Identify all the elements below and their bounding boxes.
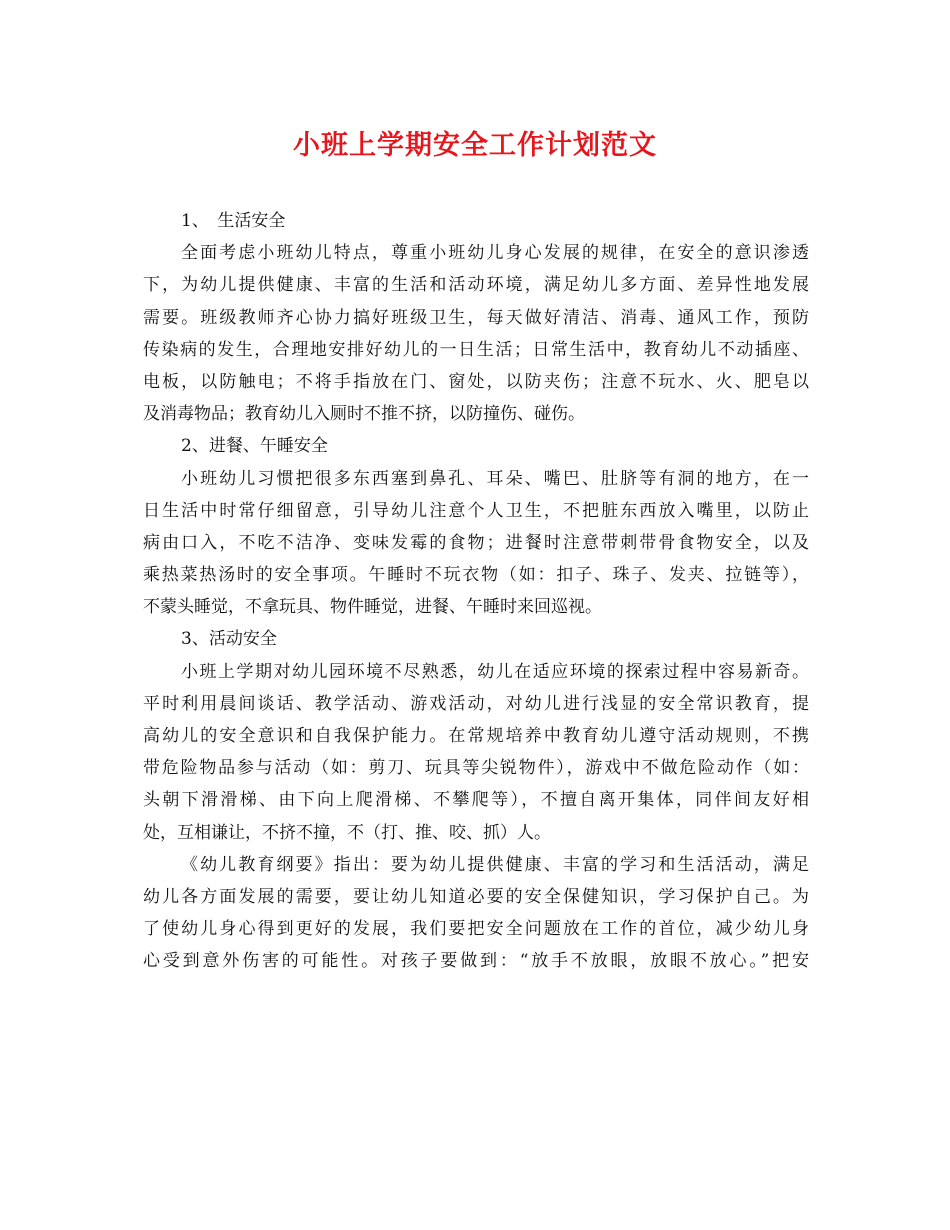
paragraph-line: 小班上学期对幼儿园环境不尽熟悉，幼儿在适应环境的探索过程中容易新奇。 <box>181 661 809 682</box>
paragraph-line: 了使幼儿身心得到更好的发展，我们要把安全问题放在工作的首位，减少幼儿身 <box>143 919 809 940</box>
paragraph-line: 及消毒物品；教育幼儿入厕时不推不挤，以防撞伤、碰伤。 <box>143 404 585 425</box>
paragraph-line: 头朝下滑滑梯、由下向上爬滑梯、不攀爬等），不擅自离开集体，同伴间友好相 <box>143 790 809 811</box>
document-title: 小班上学期安全工作计划范文 <box>293 130 657 161</box>
paragraph-line: 乘热菜热汤时的安全事项。午睡时不玩衣物（如：扣子、珠子、发夹、拉链等）， <box>143 565 809 586</box>
paragraph-line: 日生活中时常仔细留意，引导幼儿注意个人卫生，不把脏东西放入嘴里，以防止 <box>143 500 809 521</box>
paragraph-line: 幼儿各方面发展的需要，要让幼儿知道必要的安全保健知识，学习保护自己。为 <box>143 886 809 907</box>
section-heading: 1、 生活安全 <box>181 211 286 231</box>
section-heading: 2、进餐、午睡安全 <box>181 436 328 457</box>
paragraph-line: 小班幼儿习惯把很多东西塞到鼻孔、耳朵、嘴巴、肚脐等有洞的地方，在一 <box>181 468 809 489</box>
paragraph-line: 下，为幼儿提供健康、丰富的生活和活动环境，满足幼儿多方面、差异性地发展 <box>143 275 809 296</box>
paragraph-line: 全面考虑小班幼儿特点，尊重小班幼儿身心发展的规律，在安全的意识渗透 <box>181 243 809 264</box>
paragraph-line: 平时利用晨间谈话、教学活动、游戏活动，对幼儿进行浅显的安全常识教育，提 <box>143 693 809 714</box>
paragraph-line: 传染病的发生，合理地安排好幼儿的一日生活；日常生活中，教育幼儿不动插座、 <box>143 339 809 360</box>
paragraph-line: 不蒙头睡觉，不拿玩具、物件睡觉，进餐、午睡时来回巡视。 <box>143 597 602 618</box>
section-heading: 3、活动安全 <box>181 629 277 650</box>
document-body <box>143 205 809 978</box>
paragraph-line: 高幼儿的安全意识和自我保护能力。在常规培养中教育幼儿遵守活动规则，不携 <box>143 726 809 746</box>
paragraph-line: 处，互相谦让，不挤不撞，不（打、推、咬、抓）人。 <box>143 822 551 843</box>
paragraph-line: 需要。班级教师齐心协力搞好班级卫生，每天做好清洁、消毒、通风工作，预防 <box>143 307 809 328</box>
paragraph-line: 病由口入，不吃不洁净、变味发霉的食物；进餐时注意带刺带骨食物安全，以及 <box>143 532 809 553</box>
paragraph-line: 《幼儿教育纲要》指出：要为幼儿提供健康、丰富的学习和生活活动，满足 <box>181 854 809 875</box>
paragraph-line: 心受到意外伤害的可能性。对孩子要做到：“放手不放眼，放眼不放心。”把安 <box>143 951 809 972</box>
paragraph-line: 电板，以防触电；不将手指放在门、窗处，以防夹伤；注意不玩水、火、肥皂以 <box>143 371 809 392</box>
paragraph-line: 带危险物品参与活动（如：剪刀、玩具等尖锐物件），游戏中不做危险动作（如： <box>143 758 809 779</box>
